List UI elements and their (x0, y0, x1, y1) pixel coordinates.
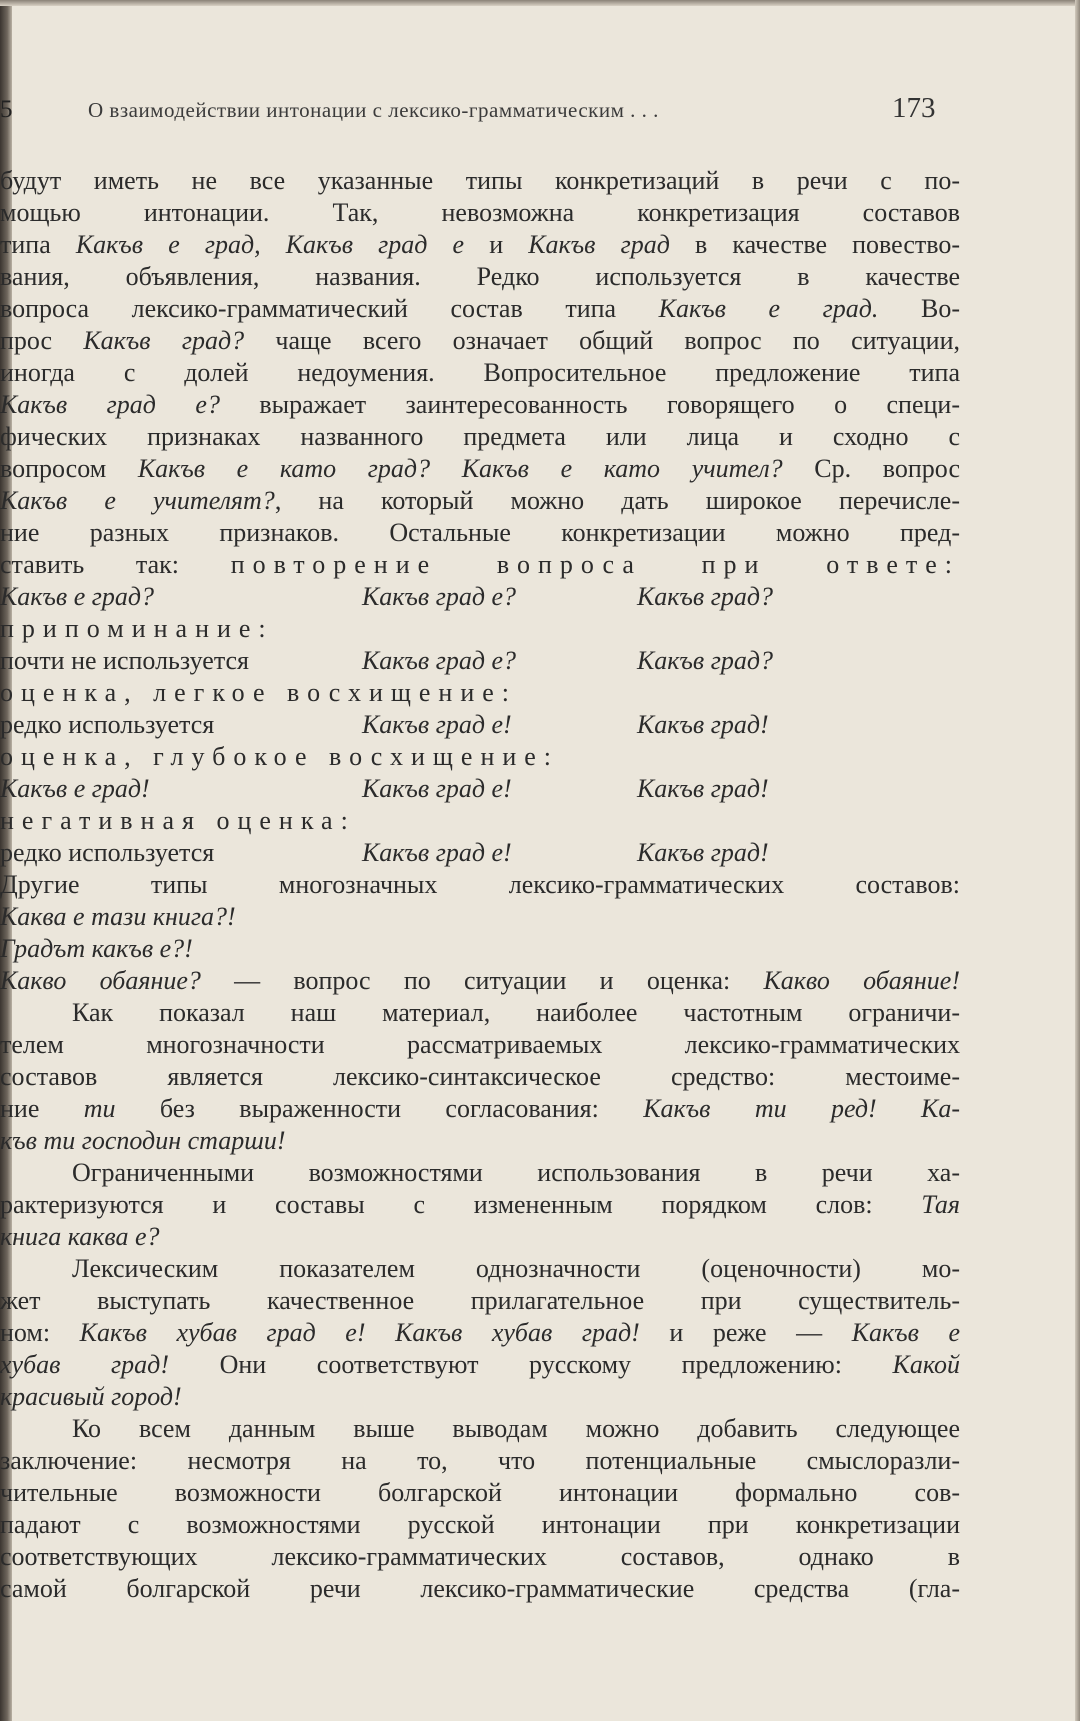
text-line: фических признаках названного предмета или лица и сходно с (0, 422, 960, 451)
example-row: Какъв е град! Какъв град е! Какъв град! (0, 774, 769, 803)
category-label: оценка, глубокое восхищение: (0, 742, 560, 771)
text-line: заключение: несмотря на то, что потенциальные смыслоразли- (0, 1446, 960, 1475)
text-line: соответствующих лексико-грамматических составов, однако в (0, 1542, 960, 1571)
text-line: Ограниченными возможностями использования в речи ха- (72, 1158, 960, 1187)
text-line: жет выступать качественное прилагательное при существитель- (0, 1286, 960, 1315)
page-number: 173 (892, 92, 936, 124)
text-line: типа Какъв е град, Какъв град е и Какъв град в качестве повество- (0, 230, 960, 259)
page-right-edge (1075, 0, 1080, 1721)
text-line: Лексическим показателем однозначности (оценочности) мо- (72, 1254, 960, 1283)
text-line: будут иметь не все указанные типы конкретизаций в речи с по- (0, 166, 960, 195)
text-line: Какъв е учителят?, на который можно дать широкое перечисле- (0, 486, 960, 515)
text-line: Градът какъв е?! (0, 934, 193, 963)
text-line: къв ти господин старши! (0, 1126, 286, 1155)
text-line: ние ти без выраженности согласования: Какъв ти ред! Ка- (0, 1094, 960, 1123)
text-line: падают с возможностями русской интонации при конкретизации (0, 1510, 960, 1539)
text-line: телем многозначности рассматриваемых лексико-грамматических (0, 1030, 960, 1059)
text-line: чительные возможности болгарской интонации формально сов- (0, 1478, 960, 1507)
text-line: мощью интонации. Так, невозможна конкретизация составов (0, 198, 960, 227)
text-line: Другие типы многозначных лексико-грамматических составов: (0, 870, 960, 899)
category-label: негативная оценка: (0, 806, 356, 835)
category-label: припоминание: (0, 614, 274, 643)
example-row: редко используется Какъв град е! Какъв град! (0, 710, 769, 739)
text-line: прос Какъв град? чаще всего означает общий вопрос по ситуации, (0, 326, 960, 355)
body-text (0, 165, 960, 1605)
text-line: вопросом Какъв е като град? Какъв е като учител? Ср. вопрос (0, 454, 960, 483)
text-line: самой болгарской речи лексико-грамматические средства (гла- (0, 1574, 960, 1603)
text-line: Ко всем данным выше выводам можно добавить следующее (72, 1414, 960, 1443)
text-line: вопроса лексико-грамматический состав типа Какъв е град. Во- (0, 294, 960, 323)
example-row: Какъв е град? Какъв град е? Какъв град? (0, 582, 774, 611)
running-title: О взаимодействии интонации с лексико-грамматическим . . . (88, 98, 659, 122)
text-line: Какъв град е? выражает заинтересованность говорящего о специ- (0, 390, 960, 419)
text-line: вания, объявления, названия. Редко используется в качестве (0, 262, 960, 291)
text-line: Как показал наш материал, наиболее частотным ограничи- (72, 998, 960, 1027)
text-line: ном: Какъв хубав град е! Какъв хубав град! и реже — Какъв е (0, 1318, 960, 1347)
category-label: оценка, легкое восхищение: (0, 678, 518, 707)
text-line: ставить так: повторение вопроса при ответе: (0, 550, 960, 579)
text-line: иногда с долей недоумения. Вопросительное предложение типа (0, 358, 960, 387)
text-line: составов является лексико-синтаксическое средство: местоиме- (0, 1062, 960, 1091)
text-line: ние разных признаков. Остальные конкретизации можно пред- (0, 518, 960, 547)
page-header (0, 92, 1080, 132)
text-line: Какво обаяние? — вопрос по ситуации и оценка: Какво обаяние! (0, 966, 960, 995)
text-line: рактеризуются и составы с измененным порядком слов: Тая (0, 1190, 960, 1219)
page-top-edge (0, 0, 1080, 6)
text-line: Каква е тази книга?! (0, 902, 236, 931)
text-line: красивый город! (0, 1382, 182, 1411)
example-row: почти не используется Какъв град е? Какъв град? (0, 646, 774, 675)
facing-page-number: 5 (0, 96, 13, 123)
text-line: книга каква е? (0, 1222, 160, 1251)
text-line: хубав град! Они соответствуют русскому предложению: Какой (0, 1350, 960, 1379)
example-row: редко используется Какъв град е! Какъв град! (0, 838, 769, 867)
